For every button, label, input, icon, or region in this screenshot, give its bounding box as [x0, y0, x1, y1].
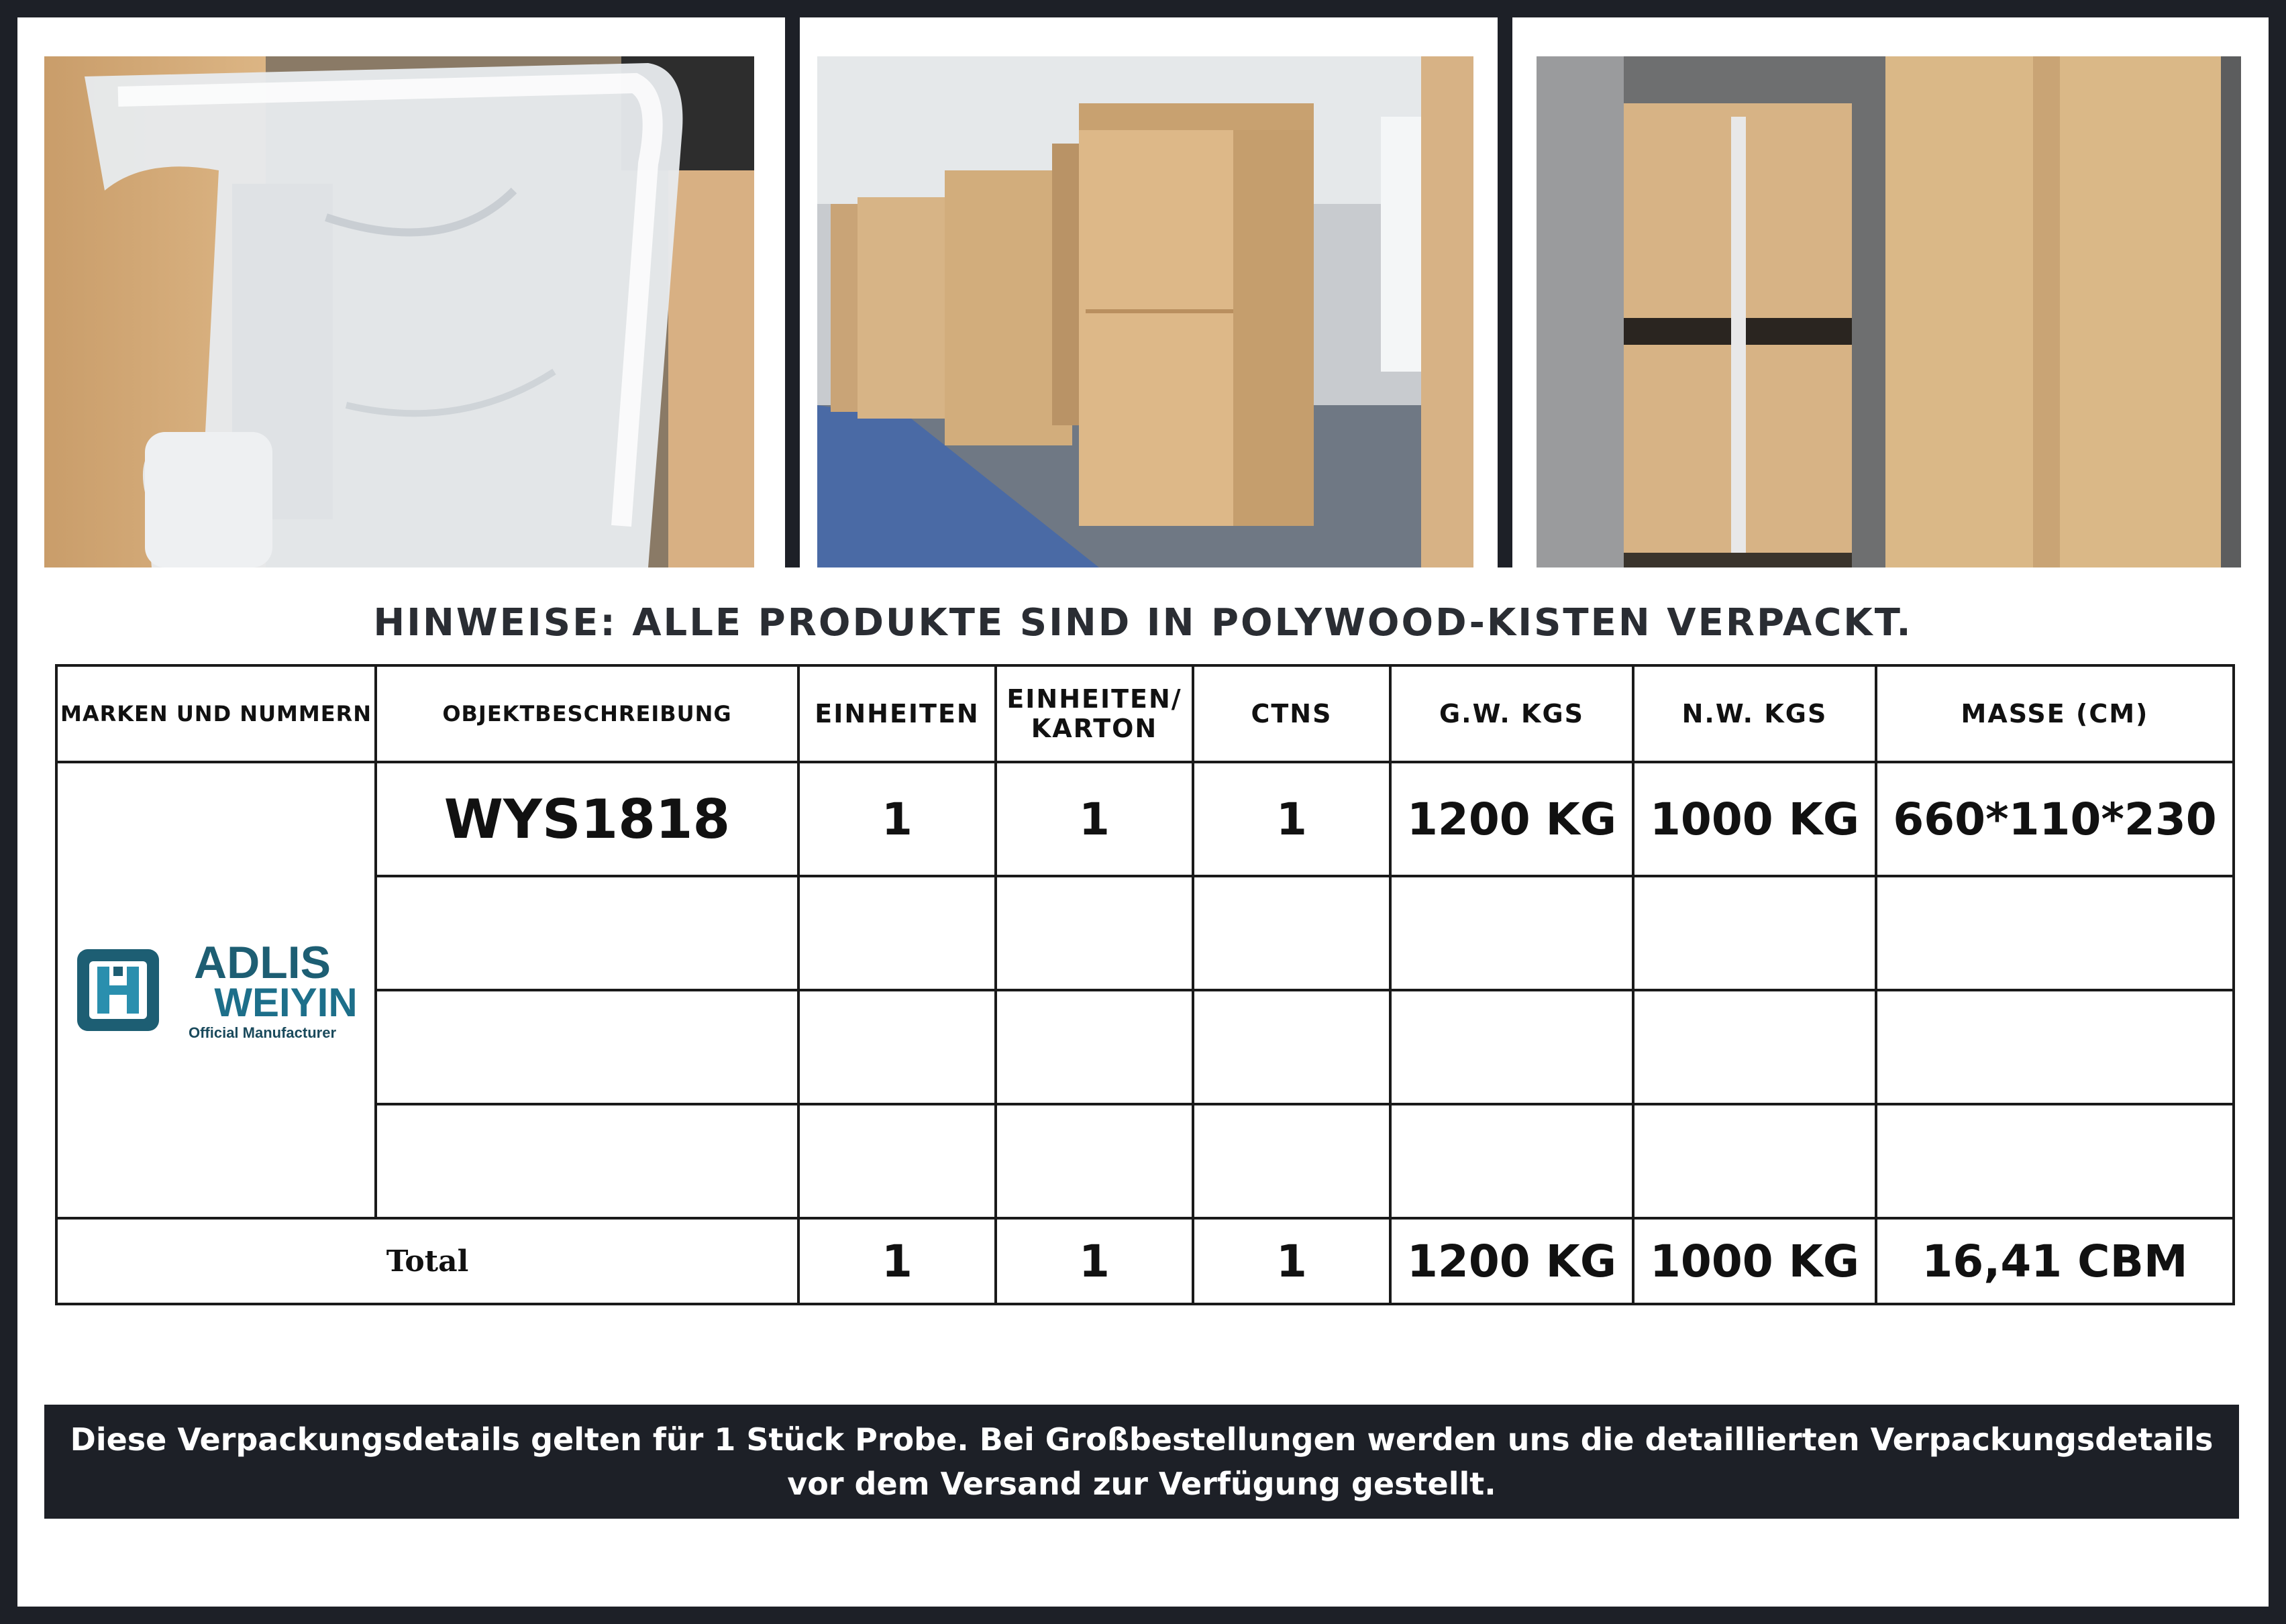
packaging-notice: HINWEISE: ALLE PRODUKTE SIND IN POLYWOOD-KISTEN VERPACKT. — [373, 601, 1913, 645]
empty-cell — [1876, 876, 2234, 990]
empty-cell — [1876, 1104, 2234, 1218]
empty-cell — [1390, 1104, 1633, 1218]
total-gross-weight: 1200 KG — [1390, 1218, 1633, 1304]
header-units-per-carton: EINHEITEN/KARTON — [996, 665, 1193, 762]
packing-sheet — [17, 17, 2269, 1607]
empty-cell — [798, 1104, 996, 1218]
photo-container-crates — [1537, 56, 2241, 567]
empty-cell — [996, 1104, 1193, 1218]
empty-cell — [1876, 990, 2234, 1104]
header-description: OBJEKTBESCHREIBUNG — [376, 665, 798, 762]
footer-disclaimer-text: Diese Verpackungsdetails gelten für 1 Stück Probe. Bei Großbestellungen werden uns die detaillierten Verpackungsdetails vor dem Versand zur Verfügung gestellt. — [70, 1421, 2214, 1502]
header-net-weight: N.W. KGS — [1633, 665, 1876, 762]
footer-disclaimer — [44, 1405, 2239, 1519]
empty-cell — [376, 990, 798, 1104]
cell-net-weight: 1000 KG — [1633, 762, 1876, 876]
header-dimensions: MASSE (CM) — [1876, 665, 2234, 762]
photo-wrapped-bathtub — [44, 56, 754, 567]
total-net-weight: 1000 KG — [1633, 1218, 1876, 1304]
logo-name-weiyin: WEIYIN — [214, 980, 358, 1025]
cell-gross-weight: 1200 KG — [1390, 762, 1633, 876]
cell-dimensions: 660*110*230 — [1876, 762, 2234, 876]
header-units: EINHEITEN — [798, 665, 996, 762]
table-row-empty — [56, 876, 2234, 990]
empty-cell — [798, 990, 996, 1104]
empty-cell — [1390, 990, 1633, 1104]
empty-cell — [1633, 990, 1876, 1104]
empty-cell — [1633, 1104, 1876, 1218]
header-marks-numbers: MARKEN UND NUMMERN — [56, 665, 376, 762]
empty-cell — [1633, 876, 1876, 990]
photo-strip — [17, 17, 2269, 567]
table-row-empty — [56, 990, 2234, 1104]
empty-cell — [996, 990, 1193, 1104]
logo-mark-icon — [74, 946, 162, 1034]
packing-table — [55, 664, 2235, 1305]
cell-ctns: 1 — [1193, 762, 1390, 876]
empty-cell — [1193, 876, 1390, 990]
brand-logo — [58, 937, 374, 1041]
total-units-per-carton: 1 — [996, 1218, 1193, 1304]
total-ctns: 1 — [1193, 1218, 1390, 1304]
table-total-row — [56, 1218, 2234, 1304]
header-gross-weight: G.W. KGS — [1390, 665, 1633, 762]
logo-name-adlis: ADLIS — [194, 937, 331, 988]
empty-cell — [376, 876, 798, 990]
empty-cell — [996, 876, 1193, 990]
table-row — [56, 762, 2234, 876]
photo-warehouse-crates — [817, 56, 1473, 567]
empty-cell — [798, 876, 996, 990]
cell-units: 1 — [798, 762, 996, 876]
total-volume: 16,41 CBM — [1876, 1218, 2234, 1304]
table-row-empty — [56, 1104, 2234, 1218]
empty-cell — [376, 1104, 798, 1218]
photo-divider — [785, 17, 800, 567]
photo-divider — [1498, 17, 1512, 567]
cell-units-per-carton: 1 — [996, 762, 1193, 876]
empty-cell — [1390, 876, 1633, 990]
empty-cell — [1193, 1104, 1390, 1218]
brand-logo-cell — [56, 762, 376, 1218]
table-header-row — [56, 665, 2234, 762]
header-ctns: CTNS — [1193, 665, 1390, 762]
logo-tagline: Official Manufacturer — [188, 1024, 337, 1041]
cell-description: WYS1818 — [376, 762, 798, 876]
empty-cell — [1193, 990, 1390, 1104]
total-label: Total — [56, 1218, 798, 1304]
total-units: 1 — [798, 1218, 996, 1304]
